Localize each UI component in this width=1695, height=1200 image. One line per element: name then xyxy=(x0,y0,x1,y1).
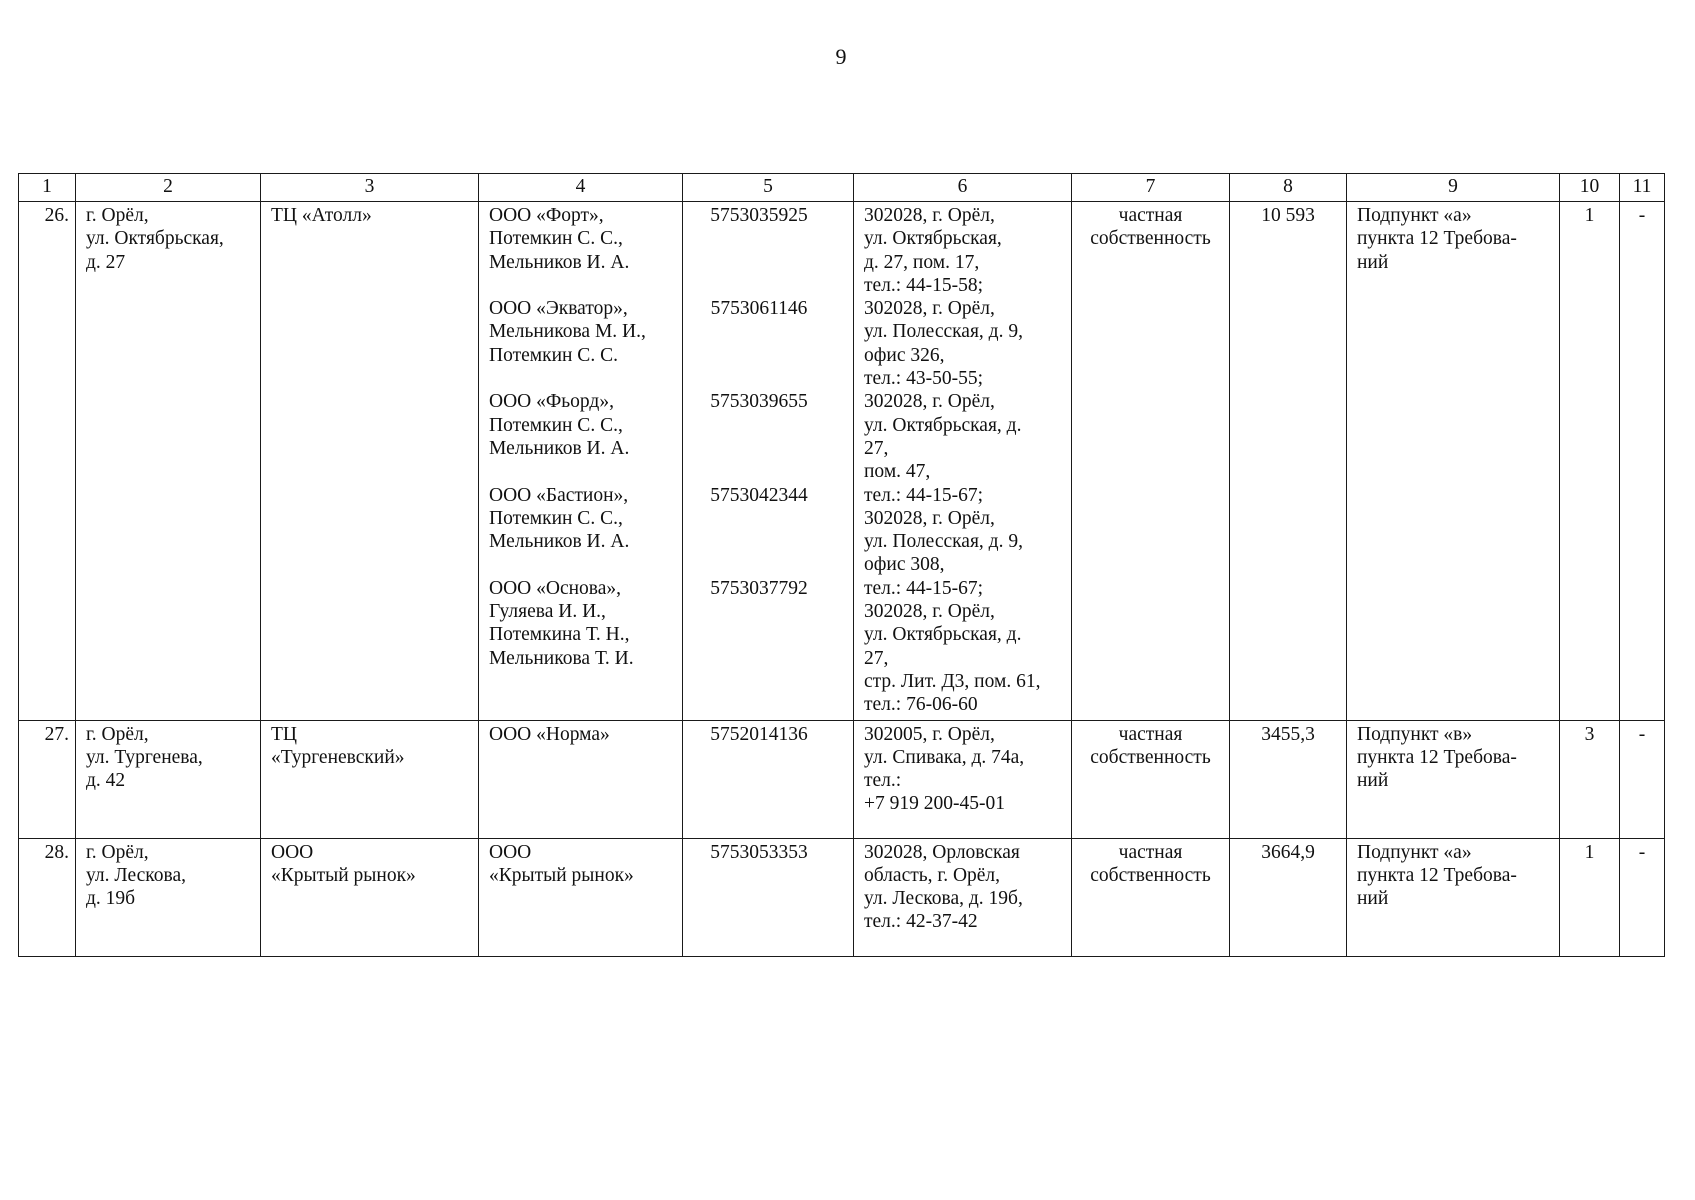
contacts-cell xyxy=(854,202,1072,721)
contact-line: +7 919 200-45-01 xyxy=(864,793,1005,815)
org-line: Потемкина Т. Н., xyxy=(489,624,630,646)
contacts-cell xyxy=(854,720,1072,838)
organization-group xyxy=(489,484,672,554)
inn-value: 5753053353 xyxy=(710,841,808,863)
address-line: ул. Лескова, xyxy=(86,864,186,886)
inn-value: 5753039655 xyxy=(710,391,808,413)
col10-cell: 3 xyxy=(1560,720,1620,838)
column-header: 4 xyxy=(479,174,683,202)
page-number: 9 xyxy=(835,44,847,69)
organization-group xyxy=(489,390,672,460)
column-header: 1 xyxy=(19,174,76,202)
contact-line: 27, xyxy=(864,647,889,669)
row-number: 28. xyxy=(19,838,76,956)
org-line: ООО xyxy=(489,841,532,863)
org-line: ООО «Фьорд», xyxy=(489,391,614,413)
address-line: д. 42 xyxy=(86,770,126,792)
contact-line: ул. Полесская, д. 9, xyxy=(864,321,1023,343)
organizations-cell xyxy=(479,838,683,956)
contact-line: ул. Полесская, д. 9, xyxy=(864,531,1023,553)
object-line: ТЦ xyxy=(271,723,297,745)
address-cell xyxy=(76,202,261,721)
registry-table xyxy=(18,173,1665,957)
col11-cell: - xyxy=(1620,202,1665,721)
org-line: ООО «Основа», xyxy=(489,577,622,599)
contacts-cell xyxy=(854,838,1072,956)
org-line: ООО «Бастион», xyxy=(489,484,629,506)
contact-line: тел.: 44-15-58; xyxy=(864,274,983,296)
address-line: ул. Тургенева, xyxy=(86,746,203,768)
organizations-cell xyxy=(479,202,683,721)
column-header: 7 xyxy=(1072,174,1230,202)
org-line: Потемкин С. С., xyxy=(489,228,623,250)
object-line: ТЦ «Атолл» xyxy=(271,205,372,226)
object-line: «Крытый рынок» xyxy=(271,864,416,886)
address-cell xyxy=(76,720,261,838)
org-line: «Крытый рынок» xyxy=(489,864,634,886)
inn-cell xyxy=(683,720,854,838)
inn-value: 5753037792 xyxy=(710,577,808,599)
col11-cell: - xyxy=(1620,720,1665,838)
org-line: Потемкин С. С., xyxy=(489,414,623,436)
contact-line: ул. Октябрьская, д. xyxy=(864,414,1022,436)
ownership-line: собственность xyxy=(1090,746,1211,768)
object-cell xyxy=(261,720,479,838)
org-line: Потемкин С. С., xyxy=(489,507,623,529)
org-line: Мельникова М. И., xyxy=(489,321,646,343)
contact-line: д. 27, пом. 17, xyxy=(864,251,980,273)
address-line: г. Орёл, xyxy=(86,841,149,863)
address-line: г. Орёл, xyxy=(86,205,149,226)
object-cell xyxy=(261,202,479,721)
contact-line: тел.: 43-50-55; xyxy=(864,368,983,390)
object-line: ООО xyxy=(271,841,314,863)
basis-cell xyxy=(1347,202,1560,721)
ownership-line: собственность xyxy=(1090,228,1211,250)
basis-line: ний xyxy=(1357,770,1389,792)
contact-line: 302028, г. Орёл, xyxy=(864,601,995,623)
basis-line: ний xyxy=(1357,251,1389,273)
contact-line: 27, xyxy=(864,437,889,459)
contact-line: 302028, Орловская xyxy=(864,841,1020,863)
contact-line: ул. Октябрьская, д. xyxy=(864,624,1022,646)
inn-value: 5752014136 xyxy=(710,723,808,745)
contact-line: офис 326, xyxy=(864,344,945,366)
inn-group xyxy=(687,297,831,367)
row-number: 26. xyxy=(19,202,76,721)
column-header: 10 xyxy=(1560,174,1620,202)
area-cell: 3455,3 xyxy=(1230,720,1347,838)
basis-line: пункта 12 Требова- xyxy=(1357,864,1517,886)
object-cell xyxy=(261,838,479,956)
address-cell xyxy=(76,838,261,956)
address-line: д. 19б xyxy=(86,888,136,910)
org-line: Мельников И. А. xyxy=(489,437,630,459)
column-header: 5 xyxy=(683,174,854,202)
column-header: 6 xyxy=(854,174,1072,202)
basis-cell xyxy=(1347,720,1560,838)
ownership-line: частная xyxy=(1118,841,1183,863)
contact-line: тел.: 76-06-60 xyxy=(864,694,978,716)
organization-group xyxy=(489,204,672,274)
basis-line: ний xyxy=(1357,888,1389,910)
col10-cell: 1 xyxy=(1560,838,1620,956)
ownership-line: частная xyxy=(1118,723,1183,745)
address-line: г. Орёл, xyxy=(86,723,149,745)
organizations-cell xyxy=(479,720,683,838)
inn-value: 5753042344 xyxy=(710,484,808,506)
contact-line: стр. Лит. Д3, пом. 61, xyxy=(864,670,1041,692)
org-line: Гуляева И. И., xyxy=(489,601,606,623)
table-row xyxy=(19,202,1665,721)
contact-line: тел.: 44-15-67; xyxy=(864,484,983,506)
basis-line: Подпункт «в» xyxy=(1357,723,1473,745)
object-line: «Тургеневский» xyxy=(271,746,405,768)
col11-cell: - xyxy=(1620,838,1665,956)
ownership-line: частная xyxy=(1118,205,1183,226)
inn-value: 5753035925 xyxy=(710,205,808,226)
contact-line: ул. Октябрьская, xyxy=(864,228,1002,250)
basis-line: пункта 12 Требова- xyxy=(1357,228,1517,250)
ownership-cell xyxy=(1072,202,1230,721)
area-cell: 3664,9 xyxy=(1230,838,1347,956)
address-line: д. 27 xyxy=(86,251,126,273)
area-cell: 10 593 xyxy=(1230,202,1347,721)
contact-line: 302028, г. Орёл, xyxy=(864,298,995,320)
column-header: 3 xyxy=(261,174,479,202)
table-row xyxy=(19,838,1665,956)
organization-group xyxy=(489,297,672,367)
org-line: Мельников И. А. xyxy=(489,251,630,273)
contact-line: ул. Спивака, д. 74а, xyxy=(864,746,1025,768)
org-line: ООО «Экватор», xyxy=(489,298,628,320)
organization-group xyxy=(489,577,672,670)
contact-line: область, г. Орёл, xyxy=(864,864,1001,886)
contact-line: пом. 47, xyxy=(864,461,931,483)
ownership-cell xyxy=(1072,838,1230,956)
contact-line: 302028, г. Орёл, xyxy=(864,391,995,413)
contact-line: 302028, г. Орёл, xyxy=(864,507,995,529)
column-header: 9 xyxy=(1347,174,1560,202)
inn-cell xyxy=(683,838,854,956)
inn-group xyxy=(687,484,831,554)
contact-line: ул. Лескова, д. 19б, xyxy=(864,888,1023,910)
ownership-cell xyxy=(1072,720,1230,838)
inn-value: 5753061146 xyxy=(710,298,808,320)
org-line: Мельников И. А. xyxy=(489,531,630,553)
basis-line: пункта 12 Требова- xyxy=(1357,746,1517,768)
org-line: ООО «Норма» xyxy=(489,723,610,745)
column-header: 8 xyxy=(1230,174,1347,202)
col10-cell: 1 xyxy=(1560,202,1620,721)
column-header: 11 xyxy=(1620,174,1665,202)
inn-group xyxy=(687,577,831,600)
contact-line: 302028, г. Орёл, xyxy=(864,205,995,226)
org-line: Потемкин С. С. xyxy=(489,344,618,366)
contact-line: офис 308, xyxy=(864,554,945,576)
org-line: ООО «Форт», xyxy=(489,205,604,226)
basis-line: Подпункт «а» xyxy=(1357,205,1472,226)
inn-group xyxy=(687,390,831,460)
inn-cell xyxy=(683,202,854,721)
row-number: 27. xyxy=(19,720,76,838)
column-header: 2 xyxy=(76,174,261,202)
contact-line: тел.: 44-15-67; xyxy=(864,577,983,599)
address-line: ул. Октябрьская, xyxy=(86,228,224,250)
basis-cell xyxy=(1347,838,1560,956)
contact-line: 302005, г. Орёл, xyxy=(864,723,995,745)
inn-group xyxy=(687,204,831,274)
ownership-line: собственность xyxy=(1090,864,1211,886)
contact-line: тел.: 42-37-42 xyxy=(864,911,978,933)
org-line: Мельникова Т. И. xyxy=(489,647,634,669)
table-row xyxy=(19,720,1665,838)
basis-line: Подпункт «а» xyxy=(1357,841,1472,863)
contact-line: тел.: xyxy=(864,770,902,792)
column-number-row xyxy=(19,174,1665,202)
